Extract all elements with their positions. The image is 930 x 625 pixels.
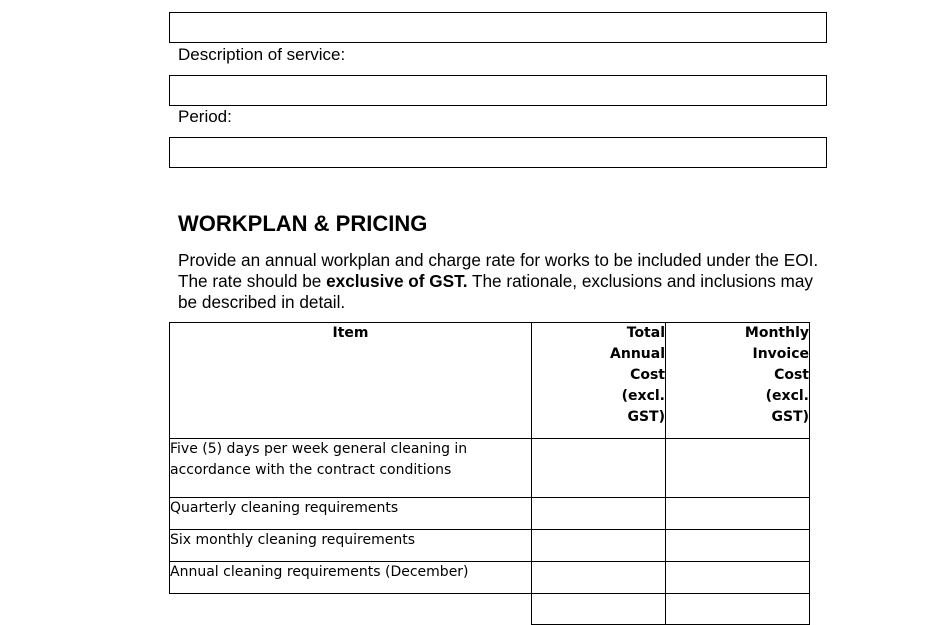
item-cell: Quarterly cleaning requirements bbox=[170, 498, 532, 530]
intro-text-bold: exclusive of GST. bbox=[326, 271, 468, 291]
header-total-line: (excl. bbox=[621, 388, 665, 404]
table-row bbox=[170, 439, 810, 498]
header-total-line: Total bbox=[626, 325, 665, 341]
table-header-row bbox=[170, 323, 810, 439]
item-cell: Six monthly cleaning requirements bbox=[170, 530, 532, 562]
total-cost-input[interactable] bbox=[532, 498, 666, 530]
total-cost-input[interactable] bbox=[532, 439, 666, 498]
intro-text-start: Provide an annual workplan and charge rate for works to be included under the EOI. The rate should be bbox=[178, 250, 819, 291]
monthly-cost-input[interactable] bbox=[666, 498, 810, 530]
monthly-cost-input[interactable] bbox=[666, 562, 810, 594]
header-item: Item bbox=[170, 323, 532, 439]
header-total-line: Annual bbox=[610, 346, 665, 362]
table-row bbox=[170, 562, 810, 594]
header-monthly-line: Invoice bbox=[752, 346, 809, 362]
header-total-annual-cost bbox=[532, 323, 666, 439]
header-monthly-line: Cost bbox=[774, 367, 809, 383]
table-row bbox=[170, 498, 810, 530]
description-input[interactable] bbox=[169, 75, 827, 106]
header-total-line: Cost bbox=[630, 367, 665, 383]
total-cost-input[interactable] bbox=[532, 530, 666, 562]
pricing-table bbox=[169, 322, 810, 625]
intro-paragraph bbox=[178, 250, 828, 313]
monthly-cost-input[interactable] bbox=[666, 439, 810, 498]
monthly-cost-input[interactable] bbox=[666, 530, 810, 562]
item-cell: Annual cleaning requirements (December) bbox=[170, 562, 532, 594]
section-heading: WORKPLAN & PRICING bbox=[178, 211, 428, 236]
total-cost-input[interactable] bbox=[532, 562, 666, 594]
header-monthly-line: (excl. bbox=[765, 388, 809, 404]
header-monthly-line: GST) bbox=[771, 409, 809, 425]
period-label: Period: bbox=[178, 107, 232, 126]
description-label: Description of service: bbox=[178, 45, 346, 64]
header-monthly-invoice-cost bbox=[666, 323, 810, 439]
table-row bbox=[170, 530, 810, 562]
item-cell: Five (5) days per week general cleaning in accordance with the contract conditions bbox=[170, 439, 532, 498]
period-input[interactable] bbox=[169, 137, 827, 168]
previous-field-input[interactable] bbox=[169, 12, 827, 43]
intro-text-end: The rationale, exclusions and inclusions may be described in detail. bbox=[178, 271, 814, 312]
header-monthly-line: Monthly bbox=[744, 325, 809, 341]
header-total-line: GST) bbox=[627, 409, 665, 425]
